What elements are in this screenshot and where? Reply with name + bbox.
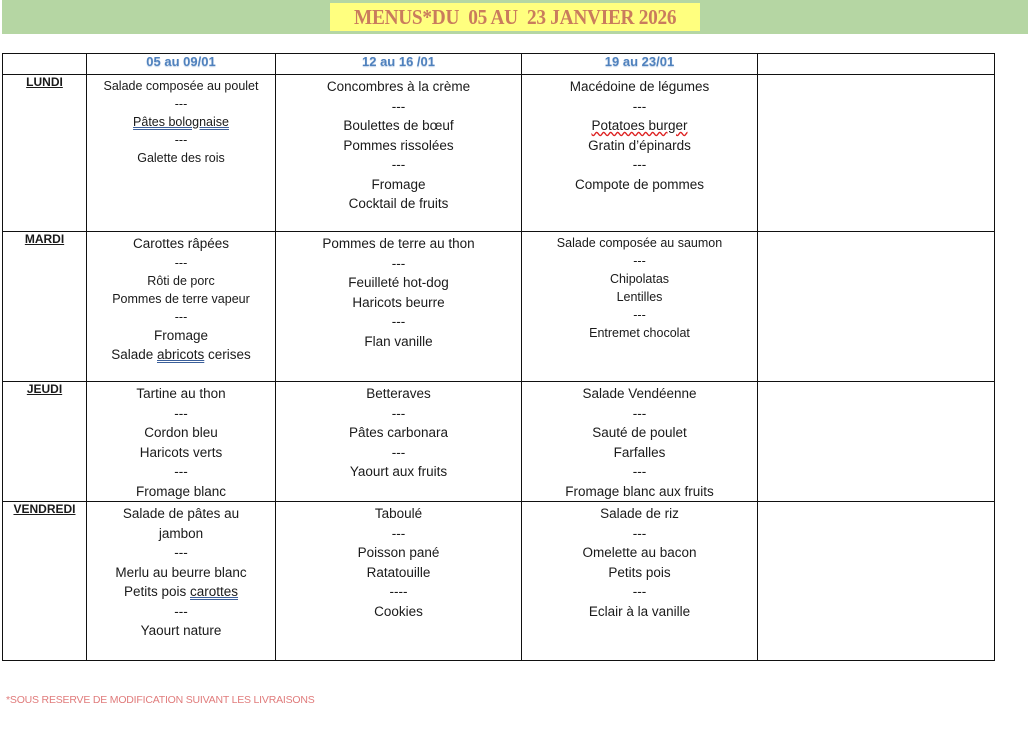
menu-separator: ---- [389,584,408,599]
menu-separator: --- [174,405,188,421]
menu-line: Lentilles [616,290,663,304]
menu-line: Pâtes carbonara [348,425,449,440]
menu-separator: --- [174,309,188,324]
menu-line: Pommes de terre au thon [322,236,475,251]
menu-line: Cordon bleu [144,425,218,440]
menu-line: Sauté de poulet [592,425,687,440]
menu-cell [87,232,276,382]
menu-line: Cocktail de fruits [348,196,449,211]
menu-line: Gratin d’épinards [588,137,691,153]
menu-separator: --- [632,157,647,172]
menu-cell [87,382,276,502]
menu-line: Rôti de porc [147,273,215,288]
menu-cell [522,382,758,502]
menu-separator: --- [632,405,647,421]
menu-cell [522,502,758,661]
menu-table [2,53,995,661]
menu-separator: --- [174,545,188,560]
menu-line: Boulettes de bœuf [343,118,454,133]
menu-line: Haricots beurre [352,294,445,310]
title-highlight [330,3,700,31]
menu-line: Pommes de terre vapeur [112,291,250,306]
table-row-lundi [3,75,995,232]
menu-line: Fromage blanc [135,483,227,499]
menu-separator: --- [632,98,647,114]
menu-separator: --- [391,314,406,329]
menu-line: Poisson pané [357,545,440,560]
menu-cell [276,75,522,232]
menu-line: Omelette au bacon [582,545,697,560]
menu-line: Carottes râpées [132,236,230,251]
menu-line: Yaourt aux fruits [349,464,448,479]
menu-line: Salade composée au saumon [556,236,723,250]
menu-cell [522,232,758,382]
menu-line: Fromage [153,327,209,343]
menu-line: Salade Vendéenne [582,386,697,401]
day-label: VENDREDI [3,502,87,661]
menu-cell [276,502,522,661]
day-label: LUNDI [3,75,87,232]
menu-separator: --- [174,97,188,111]
menu-line: Concombres à la crème [326,79,471,94]
menu-line: Flan vanille [364,333,433,349]
menu-line: Tartine au thon [136,386,226,401]
menu-separator: --- [632,525,647,541]
menu-cell-empty [758,75,995,232]
menu-separator: --- [633,254,646,268]
menu-line: Galette des rois [137,151,225,165]
menu-separator: --- [391,255,406,271]
day-label: MARDI [3,232,87,382]
menu-line: Pâtes bolognaise [133,115,229,129]
table-row-mardi [3,232,995,382]
header-week-3: 19 au 23/01 [522,54,758,75]
menu-cell-empty [758,232,995,382]
menu-cell [276,382,522,502]
header-week-2: 12 au 16 /01 [276,54,522,75]
menu-cell-empty [758,382,995,502]
menu-line: Haricots verts [139,444,223,460]
menu-cell [87,75,276,232]
menu-separator: --- [391,525,406,541]
menu-line: Salade de riz [600,506,679,521]
menu-line: Cookies [374,603,423,619]
menu-line: Salade de pâtes au [122,506,240,521]
menu-separator: --- [391,157,406,172]
menu-line: Salade abricots cerises [111,347,251,362]
menu-line: Macédoine de légumes [569,79,710,94]
header-week-4 [758,54,995,75]
menu-cell [87,502,276,661]
menu-line: Betteraves [366,386,431,401]
header-day-column [3,54,87,75]
menu-separator: --- [632,464,647,479]
menu-separator: --- [174,133,188,147]
menu-line: Compote de pommes [574,176,705,192]
menu-separator: --- [174,464,188,479]
menu-line: Petits pois [608,564,671,580]
menu-line: Farfalles [613,444,666,460]
table-row-jeudi [3,382,995,502]
menu-line: Taboulé [374,506,423,521]
menu-line: Entremet chocolat [589,326,690,340]
menu-line: Yaourt nature [140,623,222,638]
day-label: JEUDI [3,382,87,502]
menu-separator: --- [391,98,406,114]
menu-separator: --- [391,405,406,421]
page-title: MENUS*DU 05 AU 23 JANVIER 2026 [353,4,677,29]
menu-line: Pommes rissolées [343,137,454,153]
menu-line: Ratatouille [366,564,431,580]
menu-line: Merlu au beurre blanc [115,564,247,580]
header-row [3,54,995,75]
menu-separator: --- [174,255,188,270]
menu-cell-empty [758,502,995,661]
menu-separator: --- [632,584,647,599]
menu-line: Feuilleté hot-dog [348,275,449,290]
menu-line: Salade composée au poulet [103,79,259,93]
table-row-vendredi [3,502,995,661]
menu-line: Fromage blanc aux fruits [565,483,714,499]
menu-line: Eclair à la vanille [588,603,691,619]
footnote: *SOUS RESERVE DE MODIFICATION SUIVANT LES LIVRAISONS [6,694,315,706]
menu-separator: --- [391,444,406,460]
menu-line: Petits pois carottes [123,584,239,599]
header-week-1: 05 au 09/01 [87,54,276,75]
menu-separator: --- [174,603,188,619]
menu-line: Chipolatas [609,272,670,286]
menu-line: Fromage [371,176,426,192]
menu-cell [276,232,522,382]
menu-line: jambon [158,525,204,541]
menu-separator: --- [633,308,646,322]
menu-line: Potatoes burger [591,118,688,133]
menu-cell [522,75,758,232]
